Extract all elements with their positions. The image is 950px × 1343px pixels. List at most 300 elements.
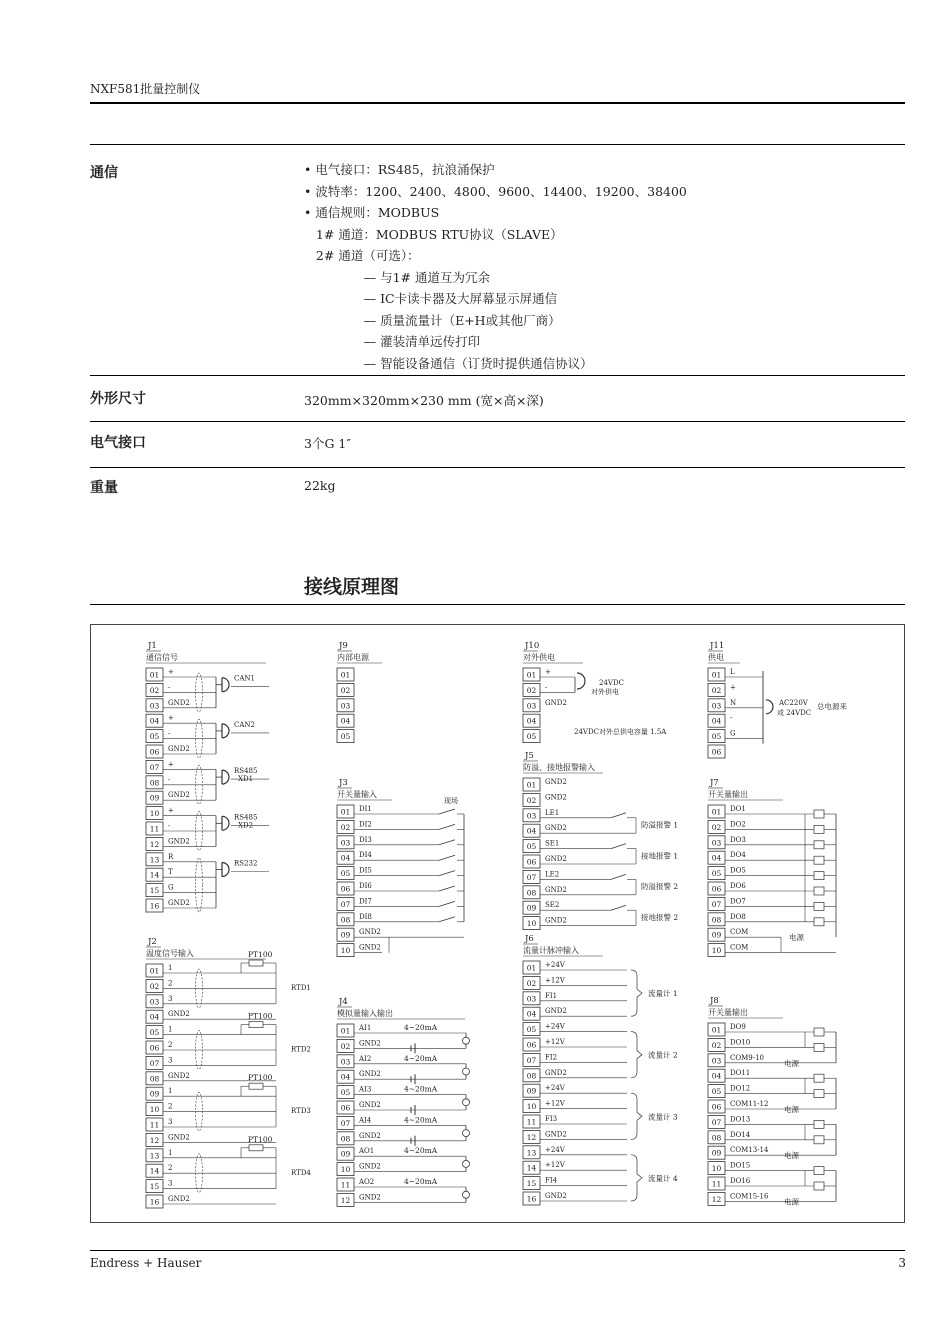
j4-signal: AI2 [359, 1054, 372, 1063]
j1-signal: + [168, 668, 174, 676]
j3-pin-number: 04 [340, 853, 351, 863]
spec-label-electrical: 电气接口 [90, 435, 146, 451]
j8-pin-number: 04 [711, 1071, 722, 1081]
j5-pin-number: 06 [526, 857, 537, 867]
connector-icon [222, 724, 229, 738]
j6-pin-number: 03 [526, 994, 537, 1004]
j9-pin-number: 03 [340, 701, 351, 711]
j8-pin-number: 08 [711, 1133, 722, 1143]
j2-pin-number: 10 [149, 1105, 160, 1115]
spec-value-weight: 22kg [304, 478, 336, 493]
j10-capacity-note: 24VDC对外总供电容量 1.5A [574, 728, 667, 736]
j5-pin-number: 03 [526, 811, 537, 821]
j6-pin-number: 09 [526, 1086, 537, 1096]
transmitter-icon [463, 1068, 470, 1075]
j11-signal: N [730, 698, 737, 707]
spec-communication-line: 2# 通道（可选）： [304, 248, 420, 263]
j2-subtitle: 温度信号输入 [146, 949, 194, 958]
j7-power-label: 电源 [789, 933, 804, 943]
j6-signal: +12V [545, 1038, 565, 1046]
j7-pin-number: 03 [711, 838, 722, 848]
j10-signal: - [545, 683, 548, 692]
switch-icon [439, 840, 455, 845]
spec-rule [90, 375, 905, 376]
j11-pin-number: 01 [711, 670, 722, 680]
j10-signal: GND2 [545, 698, 567, 707]
j7-pin-number: 08 [711, 915, 722, 925]
j2-pin-number: 02 [149, 981, 160, 991]
j1-signal: T [168, 868, 173, 877]
connector-icon [222, 863, 229, 877]
j7-pin-number: 07 [711, 899, 722, 909]
j4-pin-number: 06 [340, 1103, 351, 1113]
j1-group-label: RS485 [234, 767, 258, 776]
relay-icon [814, 1043, 824, 1051]
j1-signal: - [168, 683, 171, 692]
spec-label-dimensions: 外形尺寸 [90, 391, 146, 407]
j8-signal: DO13 [730, 1115, 751, 1124]
j6-signal: GND2 [545, 1130, 567, 1139]
spec-rule [90, 467, 905, 468]
j5-signal: LE2 [545, 870, 560, 879]
j4-pin-number: 12 [340, 1195, 351, 1205]
j2-signal: 1 [168, 1087, 173, 1096]
j2-signal: 1 [168, 964, 173, 972]
j4-subtitle: 模拟量输入输出 [337, 1009, 393, 1018]
j3-pin-number: 05 [340, 869, 351, 879]
j2-rtd-label: RTD3 [291, 1107, 311, 1116]
j5-pin-number: 01 [526, 780, 537, 790]
relay-icon [814, 1136, 824, 1144]
j9-label: J9 [339, 641, 348, 651]
j4-signal: AI1 [359, 1024, 372, 1032]
j9-pin-number: 01 [340, 670, 351, 680]
j8-signal: COM9-10 [730, 1053, 764, 1062]
j11-label: J11 [710, 641, 725, 651]
j8-signal: COM15-16 [730, 1192, 769, 1201]
j4-pin-number: 09 [340, 1149, 351, 1159]
j6-label: J6 [525, 934, 534, 944]
relay-icon [814, 1090, 824, 1098]
j6-pin-number: 10 [526, 1102, 537, 1112]
j5-pin-number: 08 [526, 888, 537, 898]
resistor-icon [249, 1145, 263, 1151]
connector-icon [222, 770, 229, 784]
j1-shield-icon [196, 858, 203, 912]
j7-signal: DO2 [730, 820, 746, 829]
j5-signal: SE1 [545, 839, 560, 848]
j6-pin-number: 15 [526, 1179, 537, 1189]
j6-meter-label: 流量计 2 [648, 1050, 678, 1060]
j5-signal: LE1 [545, 808, 560, 817]
j2-rtd-label: RTD4 [291, 1168, 311, 1177]
j10-label: J10 [525, 641, 540, 651]
j3-pin-number: 03 [340, 838, 351, 848]
j2-pin-number: 07 [149, 1058, 160, 1068]
j2-sensor-label: PT100 [248, 1011, 273, 1021]
resistor-icon [249, 960, 263, 966]
j8-power-label: 电源 [784, 1197, 799, 1207]
j7-pin-number: 10 [711, 946, 722, 956]
j6-pin-number: 07 [526, 1055, 537, 1065]
j5-pin-number: 04 [526, 826, 537, 836]
j5-pin-number: 10 [526, 919, 537, 929]
j8-subtitle: 开关量输出 [708, 1008, 748, 1017]
j2-pin-number: 03 [149, 997, 160, 1007]
spec-communication-line: — 灌装清单远传打印 [304, 334, 481, 349]
j8-pin-number: 09 [711, 1148, 722, 1158]
j4-pin-number: 04 [340, 1072, 351, 1082]
j7-signal: DO7 [730, 897, 746, 906]
j8-signal: DO12 [730, 1084, 751, 1093]
j3-signal: DI4 [359, 851, 372, 860]
j6-signal: FI3 [545, 1115, 558, 1123]
j3-pin-number: 06 [340, 884, 351, 894]
section-title: 接线原理图 [304, 576, 400, 598]
j6-meter-label: 流量计 4 [648, 1173, 678, 1183]
spec-communication-line: 1# 通道：MODBUS RTU协议（SLAVE） [304, 226, 563, 242]
j3-pin-number: 09 [340, 930, 351, 940]
j4-current-label: 4~20mA [404, 1115, 438, 1125]
j6-signal: +24V [545, 1145, 565, 1154]
j11-source-label: 总电源来 [817, 701, 847, 711]
header-rule [90, 102, 905, 104]
j9-pin-number: 05 [340, 732, 351, 742]
j1-pin-number: 04 [149, 716, 160, 726]
j6-pin-number: 01 [526, 963, 537, 973]
j7-pin-number: 05 [711, 869, 722, 879]
j4-signal: GND2 [359, 1070, 381, 1079]
j2-pin-number: 13 [149, 1151, 160, 1161]
j5-signal: GND2 [545, 916, 567, 925]
j1-pin-number: 11 [149, 824, 160, 834]
j1-pin-number: 16 [149, 901, 160, 911]
j3-signal: GND2 [359, 928, 381, 937]
relay-icon [814, 872, 824, 880]
header-title: NXF581批量控制仪 [90, 82, 201, 96]
j8-pin-number: 01 [711, 1025, 722, 1035]
j7-signal: DO1 [730, 805, 746, 813]
j2-pin-number: 06 [149, 1043, 160, 1053]
switch-icon [611, 844, 626, 849]
j4-pin-number: 11 [340, 1180, 351, 1190]
j5-signal: SE2 [545, 901, 560, 910]
switch-icon [439, 901, 455, 906]
j4-signal: GND2 [359, 1039, 381, 1048]
j5-alarm-label: 接地报警 2 [641, 912, 679, 922]
wiring-diagram [91, 625, 904, 1222]
j7-pin-number: 06 [711, 884, 722, 894]
spec-communication-line: — IC卡读卡器及大屏幕显示屏通信 [304, 291, 558, 306]
j11-signal: + [730, 683, 736, 692]
j5-pin-number: 09 [526, 903, 537, 913]
j11-signal: L [730, 668, 735, 676]
j7-signal: DO3 [730, 835, 746, 844]
j6-signal: +12V [545, 976, 565, 985]
j3-signal: DI7 [359, 897, 372, 906]
j1-pin-number: 01 [149, 670, 160, 680]
j4-pin-number: 08 [340, 1134, 351, 1144]
j1-pin-number: 08 [149, 778, 160, 788]
j1-signal: GND2 [168, 745, 190, 753]
j6-signal: FI2 [545, 1053, 558, 1062]
j2-signal: GND2 [168, 1133, 190, 1142]
j5-signal: GND2 [545, 885, 567, 894]
j2-sensor-label: PT100 [248, 1134, 273, 1144]
relay-icon [814, 918, 824, 926]
j3-pin-number: 07 [340, 899, 351, 909]
j2-rtd-label: RTD2 [291, 1045, 311, 1054]
j1-group-label: XD2 [238, 821, 254, 830]
j6-signal: +24V [545, 1084, 565, 1093]
j2-pin-number: 05 [149, 1028, 160, 1038]
j3-pin-number: 10 [340, 946, 351, 956]
j4-pin-number: 05 [340, 1088, 351, 1098]
j8-signal: DO11 [730, 1069, 751, 1078]
j8-pin-number: 07 [711, 1117, 722, 1127]
j11-voltage: AC220V [779, 698, 808, 707]
relay-icon [814, 825, 824, 833]
relay-icon [814, 902, 824, 910]
j5-signal: GND2 [545, 778, 567, 786]
j1-pin-number: 09 [149, 793, 160, 803]
spec-top-rule [90, 144, 905, 145]
j1-pin-number: 15 [149, 886, 160, 896]
j3-pin-number: 08 [340, 915, 351, 925]
j4-current-label: 4~20mA [404, 1053, 438, 1063]
relay-icon [814, 1182, 824, 1190]
transmitter-icon [463, 1099, 470, 1106]
j1-signal: + [168, 806, 174, 815]
j2-pin-number: 09 [149, 1089, 160, 1099]
j5-signal: GND2 [545, 793, 567, 802]
j9-pin-number: 02 [340, 685, 351, 695]
switch-icon [611, 905, 626, 910]
j2-pin-number: 16 [149, 1197, 160, 1207]
relay-icon [814, 1120, 824, 1128]
j2-pin-number: 08 [149, 1074, 160, 1084]
j1-pin-number: 13 [149, 855, 160, 865]
j3-signal: DI3 [359, 835, 372, 844]
j11-pin-number: 04 [711, 716, 722, 726]
j6-signal: FI1 [545, 991, 558, 1000]
j6-meter-label: 流量计 3 [648, 1112, 678, 1122]
brace-icon [631, 1155, 642, 1201]
j10-pin-number: 01 [526, 670, 537, 680]
j4-signal: AI3 [359, 1085, 372, 1094]
j6-signal: +12V [545, 1099, 565, 1108]
spec-value-electrical: 3个G 1″ [304, 436, 352, 451]
j1-label: J1 [148, 641, 157, 651]
relay-icon [814, 1028, 824, 1036]
transmitter-icon [463, 1160, 470, 1167]
j6-pin-number: 12 [526, 1132, 537, 1142]
j6-signal: FI4 [545, 1176, 558, 1185]
j1-signal: GND2 [168, 791, 190, 800]
j8-pin-number: 10 [711, 1164, 722, 1174]
brace-icon [631, 1032, 642, 1078]
j6-subtitle: 流量计脉冲输入 [523, 946, 579, 955]
j11-pin-number: 02 [711, 685, 722, 695]
j1-signal: GND2 [168, 698, 190, 707]
j8-pin-number: 12 [711, 1194, 722, 1204]
j3-label: J3 [339, 778, 348, 788]
j7-signal: COM [730, 928, 749, 937]
switch-icon [611, 874, 626, 879]
j4-pin-number: 03 [340, 1057, 351, 1067]
j4-pin-number: 02 [340, 1041, 351, 1051]
j8-power-label: 电源 [784, 1151, 799, 1161]
j2-signal: 2 [168, 1102, 173, 1111]
relay-icon [814, 1074, 824, 1082]
j1-signal: + [168, 714, 174, 723]
j5-alarm-label: 接地报警 1 [641, 851, 679, 861]
j10-signal: + [545, 668, 551, 676]
relay-icon [814, 810, 824, 818]
j2-signal: 2 [168, 1164, 173, 1173]
j1-pin-number: 07 [149, 762, 160, 772]
j4-signal: GND2 [359, 1131, 381, 1140]
switch-icon [439, 855, 455, 860]
j5-alarm-label: 防溢报警 1 [641, 820, 679, 830]
j4-label: J4 [339, 997, 348, 1007]
j3-signal: GND2 [359, 943, 381, 952]
j2-signal: 3 [168, 1179, 173, 1188]
j6-pin-number: 11 [526, 1117, 537, 1127]
j1-pin-number: 10 [149, 809, 160, 819]
j5-signal: GND2 [545, 824, 567, 833]
section-rule [90, 604, 905, 605]
j1-group-label: RS485 [234, 813, 258, 822]
j3-site-label: 现场 [444, 797, 458, 805]
j4-current-label: 4~20mA [404, 1177, 438, 1186]
j8-signal: DO14 [730, 1130, 751, 1139]
j8-signal: DO10 [730, 1038, 751, 1047]
j11-pin-number: 03 [711, 701, 722, 711]
j11-signal: - [730, 714, 733, 723]
j8-signal: DO16 [730, 1177, 751, 1185]
resistor-icon [249, 1083, 263, 1089]
j5-subtitle: 防溢、接地报警输入 [523, 763, 595, 772]
transmitter-icon [463, 1191, 470, 1198]
j7-pin-number: 04 [711, 853, 722, 863]
j4-pin-number: 07 [340, 1118, 351, 1128]
j6-signal: +24V [545, 1022, 565, 1031]
j5-pin-number: 07 [526, 872, 537, 882]
j9-subtitle: 内部电源 [337, 653, 369, 662]
j4-signal: GND2 [359, 1193, 381, 1202]
j8-signal: COM13-14 [730, 1146, 769, 1155]
j1-signal: - [168, 729, 171, 738]
j1-group-label: RS232 [234, 859, 258, 868]
connector-icon [222, 678, 229, 692]
j8-signal: DO9 [730, 1023, 746, 1031]
relay-icon [814, 856, 824, 864]
j1-pin-number: 05 [149, 732, 160, 742]
j8-pin-number: 11 [711, 1179, 722, 1189]
j5-pin-number: 02 [526, 795, 537, 805]
spec-rule [90, 421, 905, 422]
j6-signal: +12V [545, 1161, 565, 1170]
relay-icon [814, 1167, 824, 1175]
brace-icon [631, 1093, 642, 1139]
j10-voltage-note: 对外供电 [591, 688, 619, 696]
j2-signal: 1 [168, 1025, 173, 1034]
j1-signal: GND2 [168, 837, 190, 846]
j7-signal: DO6 [730, 882, 746, 890]
j10-voltage: 24VDC [599, 679, 624, 687]
j2-pin-number: 14 [149, 1166, 160, 1176]
spec-value-dimensions: 320mm×320mm×230 mm (宽×高×深) [304, 393, 544, 408]
j8-pin-number: 02 [711, 1040, 722, 1050]
j6-pin-number: 13 [526, 1148, 537, 1158]
j3-pin-number: 02 [340, 822, 351, 832]
j3-signal: DI2 [359, 820, 372, 829]
j3-signal: DI6 [359, 882, 372, 890]
j10-pin-number: 04 [526, 716, 537, 726]
j11-pin-number: 06 [711, 747, 722, 757]
j8-power-label: 电源 [784, 1105, 799, 1114]
connector-icon [766, 700, 773, 714]
spec-communication-line: • 通信规则：MODBUS [304, 205, 440, 220]
j4-signal: AO2 [359, 1178, 375, 1186]
j5-signal: GND2 [545, 855, 567, 863]
resistor-icon [249, 1022, 263, 1028]
j7-pin-number: 09 [711, 930, 722, 940]
j8-label: J8 [710, 996, 719, 1006]
switch-icon [439, 809, 455, 814]
j2-rtd-label: RTD1 [291, 984, 311, 992]
brace-icon [631, 970, 642, 1016]
j1-pin-number: 02 [149, 685, 160, 695]
j1-pin-number: 03 [149, 701, 160, 711]
j7-subtitle: 开关量输出 [708, 790, 748, 799]
j4-current-label: 4~20mA [404, 1023, 438, 1032]
j4-signal: GND2 [359, 1162, 381, 1171]
j8-pin-number: 06 [711, 1102, 722, 1112]
j1-pin-number: 14 [149, 870, 160, 880]
j6-pin-number: 04 [526, 1009, 537, 1019]
spec-communication-line: • 波特率：1200、2400、4800、9600、14400、19200、38400 [304, 183, 687, 199]
j1-pin-number: 12 [149, 839, 160, 849]
j6-signal: GND2 [545, 1068, 567, 1077]
spec-label-communication: 通信 [90, 165, 118, 181]
spec-communication-line: • 电气接口：RS485，抗浪涌保护 [304, 162, 495, 177]
j1-subtitle: 通信信号 [146, 653, 178, 662]
j5-alarm-label: 防溢报警 2 [641, 882, 679, 892]
j2-sensor-label: PT100 [248, 1073, 273, 1083]
j5-label: J5 [525, 751, 534, 761]
j6-meter-label: 流量计 1 [648, 989, 678, 999]
j7-pin-number: 02 [711, 822, 722, 832]
j7-pin-number: 01 [711, 807, 722, 817]
j10-pin-number: 02 [526, 685, 537, 695]
j3-signal: DI8 [359, 912, 372, 921]
j4-current-label: 4~20mA [404, 1084, 438, 1094]
j2-signal: GND2 [168, 1010, 190, 1019]
j3-signal: DI5 [359, 866, 372, 875]
j2-pin-number: 12 [149, 1135, 160, 1145]
spec-communication-line: — 与1# 通道互为冗余 [304, 269, 490, 285]
relay-icon [814, 887, 824, 895]
footer-company: Endress + Hauser [90, 1256, 202, 1270]
spec-label-weight: 重量 [90, 480, 118, 496]
j6-pin-number: 14 [526, 1163, 537, 1173]
j2-signal: 2 [168, 979, 173, 988]
j7-label: J7 [710, 778, 719, 788]
j4-pin-number: 01 [340, 1026, 351, 1036]
j6-pin-number: 16 [526, 1194, 537, 1204]
